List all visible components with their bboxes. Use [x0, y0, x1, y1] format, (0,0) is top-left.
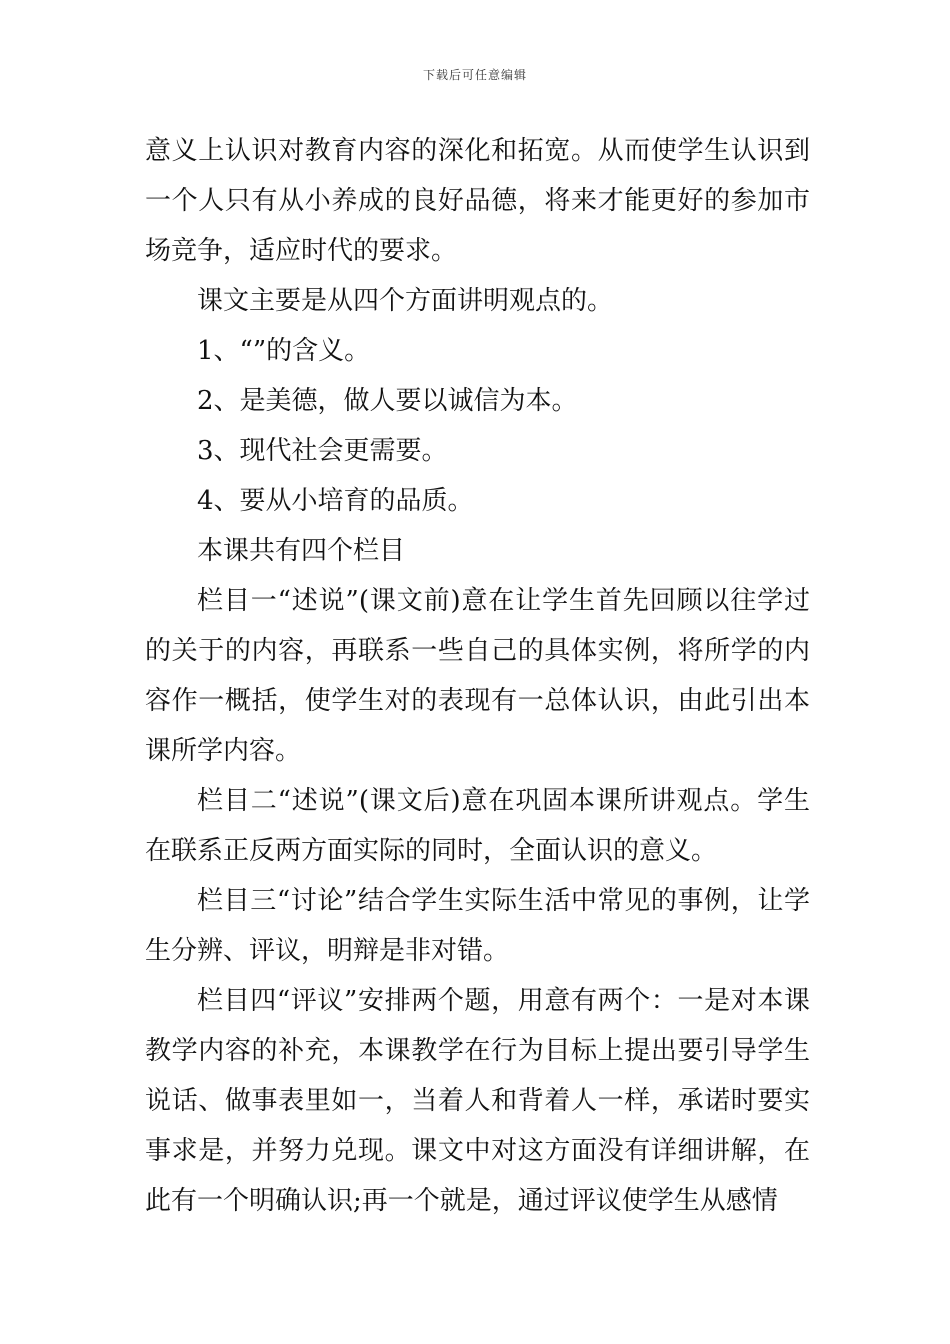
paragraph-column-3: 栏目三“讨论”结合学生实际生活中常见的事例，让学生分辨、评议，明辩是非对错。 [145, 886, 810, 966]
paragraph-columns-intro: 本课共有四个栏目 [197, 536, 406, 566]
paragraph-2: 课文主要是从四个方面讲明观点的。 [197, 286, 614, 316]
document-body [145, 126, 810, 1226]
paragraph-column-1: 栏目一“述说”(课文前)意在让学生首先回顾以往学过的关于的内容，再联系一些自己的具体实例，将所学的内容作一概括，使学生对的表现有一总体认识，由此引出本课所学内容。 [145, 586, 810, 766]
page-header: 下载后可任意编辑 [422, 68, 527, 82]
list-item-2: 2、是美德，做人要以诚信为本。 [197, 386, 578, 416]
list-item-4: 4、要从小培育的品质。 [197, 486, 474, 516]
list-item-1: 1、“”的含义。 [197, 336, 371, 366]
paragraph-1: 意义上认识对教育内容的深化和拓宽。从而使学生认识到一个人只有从小养成的良好品德，将来才能更好的参加市场竞争，适应时代的要求。 [145, 136, 810, 266]
paragraph-column-4: 栏目四“评议”安排两个题，用意有两个：一是对本课教学内容的补充，本课教学在行为目标上提出要引导学生说话、做事表里如一，当着人和背着人一样，承诺时要实事求是，并努力兑现。课文中对这方面没有详细讲解，在此有一个明确认识;再一个就是，通过评议使学生从感情 [145, 986, 810, 1216]
paragraph-column-2: 栏目二“述说”(课文后)意在巩固本课所讲观点。学生在联系正反两方面实际的同时，全面认识的意义。 [145, 786, 810, 866]
list-item-3: 3、现代社会更需要。 [197, 436, 448, 466]
